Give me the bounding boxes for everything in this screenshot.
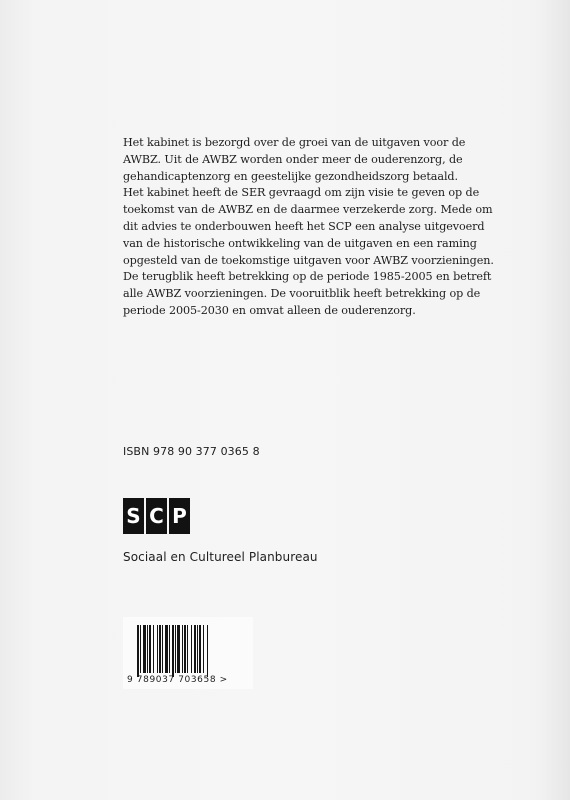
description-line: van de historische ontwikkeling van de uitgaven en een raming bbox=[123, 236, 477, 250]
barcode-bar bbox=[199, 625, 201, 673]
barcode-bar bbox=[137, 625, 139, 677]
logo-letter: P bbox=[172, 504, 187, 528]
barcode-bar bbox=[182, 625, 183, 673]
barcode-bar bbox=[149, 625, 151, 673]
barcode-bar bbox=[153, 625, 154, 673]
logo-letter-box bbox=[146, 498, 167, 534]
barcode-label bbox=[123, 617, 253, 689]
barcode-bar bbox=[169, 625, 170, 673]
description-line: periode 2005-2030 en omvat alleen de ouderenzorg. bbox=[123, 303, 416, 317]
barcode-bars bbox=[123, 617, 253, 677]
barcode-bar bbox=[197, 625, 198, 673]
description-line: Het kabinet is bezorgd over de groei van de uitgaven voor de bbox=[123, 136, 466, 149]
logo-letter: S bbox=[126, 504, 141, 528]
barcode-bar bbox=[187, 625, 188, 673]
barcode-bar bbox=[143, 625, 146, 673]
barcode-bar bbox=[184, 625, 186, 673]
isbn-number: ISBN 978 90 377 0365 8 bbox=[123, 445, 260, 458]
barcode-bar bbox=[140, 625, 141, 673]
barcode-bar bbox=[177, 625, 180, 673]
barcode-bar bbox=[194, 625, 196, 673]
description-line: dit advies te onderbouwen heeft het SCP een analyse uitgevoerd bbox=[123, 219, 485, 233]
barcode-digits: 9 789037 703658 > bbox=[127, 675, 228, 685]
scp-logo bbox=[123, 498, 190, 534]
description-text bbox=[123, 135, 494, 320]
description-line: opgesteld van de toekomstige uitgaven voor AWBZ voorzieningen. bbox=[123, 253, 494, 267]
barcode-bar bbox=[162, 625, 163, 673]
barcode-bar bbox=[207, 625, 208, 677]
logo-letter-box bbox=[169, 498, 190, 534]
logo-letter: C bbox=[149, 504, 164, 528]
logo-letter-box bbox=[123, 498, 144, 534]
barcode-bar bbox=[191, 625, 192, 673]
description-line: AWBZ. Uit de AWBZ worden onder meer de ouderenzorg, de bbox=[123, 152, 463, 166]
barcode-bar bbox=[165, 625, 168, 673]
barcode-bar bbox=[159, 625, 161, 673]
barcode-bar bbox=[203, 625, 204, 673]
description-line: De terugblik heeft betrekking op de periode 1985-2005 en betreft bbox=[123, 270, 492, 284]
description-line: Het kabinet heeft de SER gevraagd om zijn visie te geven op de bbox=[123, 186, 480, 200]
barcode-bar bbox=[172, 625, 174, 677]
barcode-bar bbox=[157, 625, 158, 673]
barcode-bar bbox=[147, 625, 148, 673]
description-line: gehandicaptenzorg en geestelijke gezondheidszorg betaald. bbox=[123, 169, 458, 183]
organization-name: Sociaal en Cultureel Planbureau bbox=[123, 550, 318, 564]
description-line: toekomst van de AWBZ en de daarmee verzekerde zorg. Mede om bbox=[123, 203, 493, 217]
description-line: alle AWBZ voorzieningen. De vooruitblik heeft betrekking op de bbox=[123, 287, 481, 301]
barcode-bar bbox=[175, 625, 176, 673]
